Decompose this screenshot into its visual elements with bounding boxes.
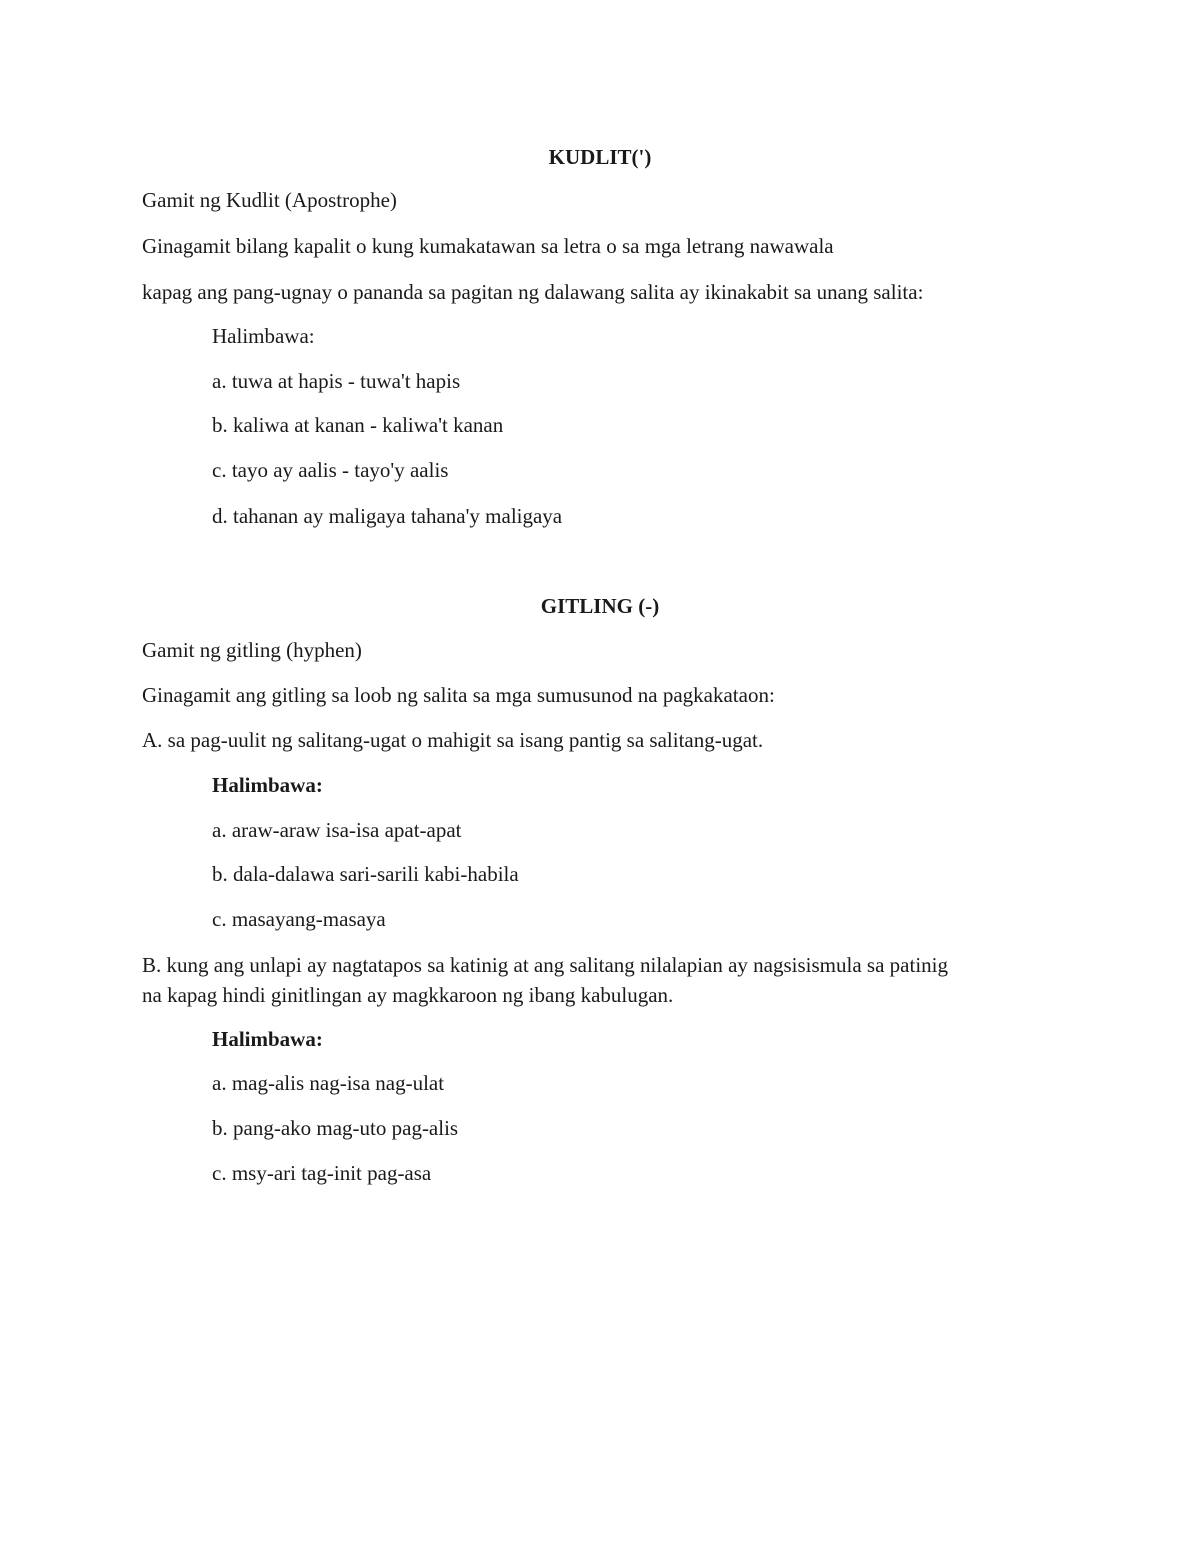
- gitling-rule-b-line-2: na kapag hindi ginitlingan ay magkkaroon ng ibang kabulugan.: [142, 983, 674, 1007]
- gitling-example-a-label: Halimbawa:: [212, 773, 323, 797]
- kudlit-subtitle: Gamit ng Kudlit (Apostrophe): [142, 188, 397, 212]
- kudlit-example-item: c. tayo ay aalis - tayo'y aalis: [212, 458, 449, 482]
- gitling-subtitle: Gamit ng gitling (hyphen): [142, 638, 362, 662]
- gitling-example-b-item: a. mag-alis nag-isa nag-ulat: [212, 1071, 445, 1095]
- gitling-example-b-label: Halimbawa:: [212, 1027, 323, 1051]
- gitling-heading: GITLING (-): [540, 594, 660, 618]
- gitling-example-b-item: c. msy-ari tag-init pag-asa: [212, 1161, 432, 1185]
- gitling-example-a-item: b. dala-dalawa sari-sarili kabi-habila: [212, 862, 519, 886]
- kudlit-example-item: d. tahanan ay maligaya tahana'y maligaya: [212, 504, 563, 528]
- kudlit-description-line-2: kapag ang pang-ugnay o pananda sa pagitan ng dalawang salita ay ikinakabit sa unang salita:: [142, 280, 924, 304]
- gitling-rule-a: A. sa pag-uulit ng salitang-ugat o mahigit sa isang pantig sa salitang-ugat.: [142, 728, 764, 752]
- kudlit-example-label: Halimbawa:: [212, 324, 315, 348]
- gitling-example-a-item: a. araw-araw isa-isa apat-apat: [212, 818, 462, 842]
- gitling-example-b-item: b. pang-ako mag-uto pag-alis: [212, 1116, 459, 1140]
- gitling-intro: Ginagamit ang gitling sa loob ng salita sa mga sumusunod na pagkakataon:: [142, 683, 775, 707]
- gitling-example-a-item: c. masayang-masaya: [212, 907, 386, 931]
- kudlit-description-line-1: Ginagamit bilang kapalit o kung kumakatawan sa letra o sa mga letrang nawawala: [142, 234, 834, 258]
- kudlit-heading: KUDLIT('): [548, 145, 652, 169]
- gitling-rule-b-line-1: B. kung ang unlapi ay nagtatapos sa katinig at ang salitang nilalapian ay nagsisismula sa patinig: [142, 953, 948, 977]
- kudlit-example-item: b. kaliwa at kanan - kaliwa't kanan: [212, 413, 504, 437]
- kudlit-example-item: a. tuwa at hapis - tuwa't hapis: [212, 369, 461, 393]
